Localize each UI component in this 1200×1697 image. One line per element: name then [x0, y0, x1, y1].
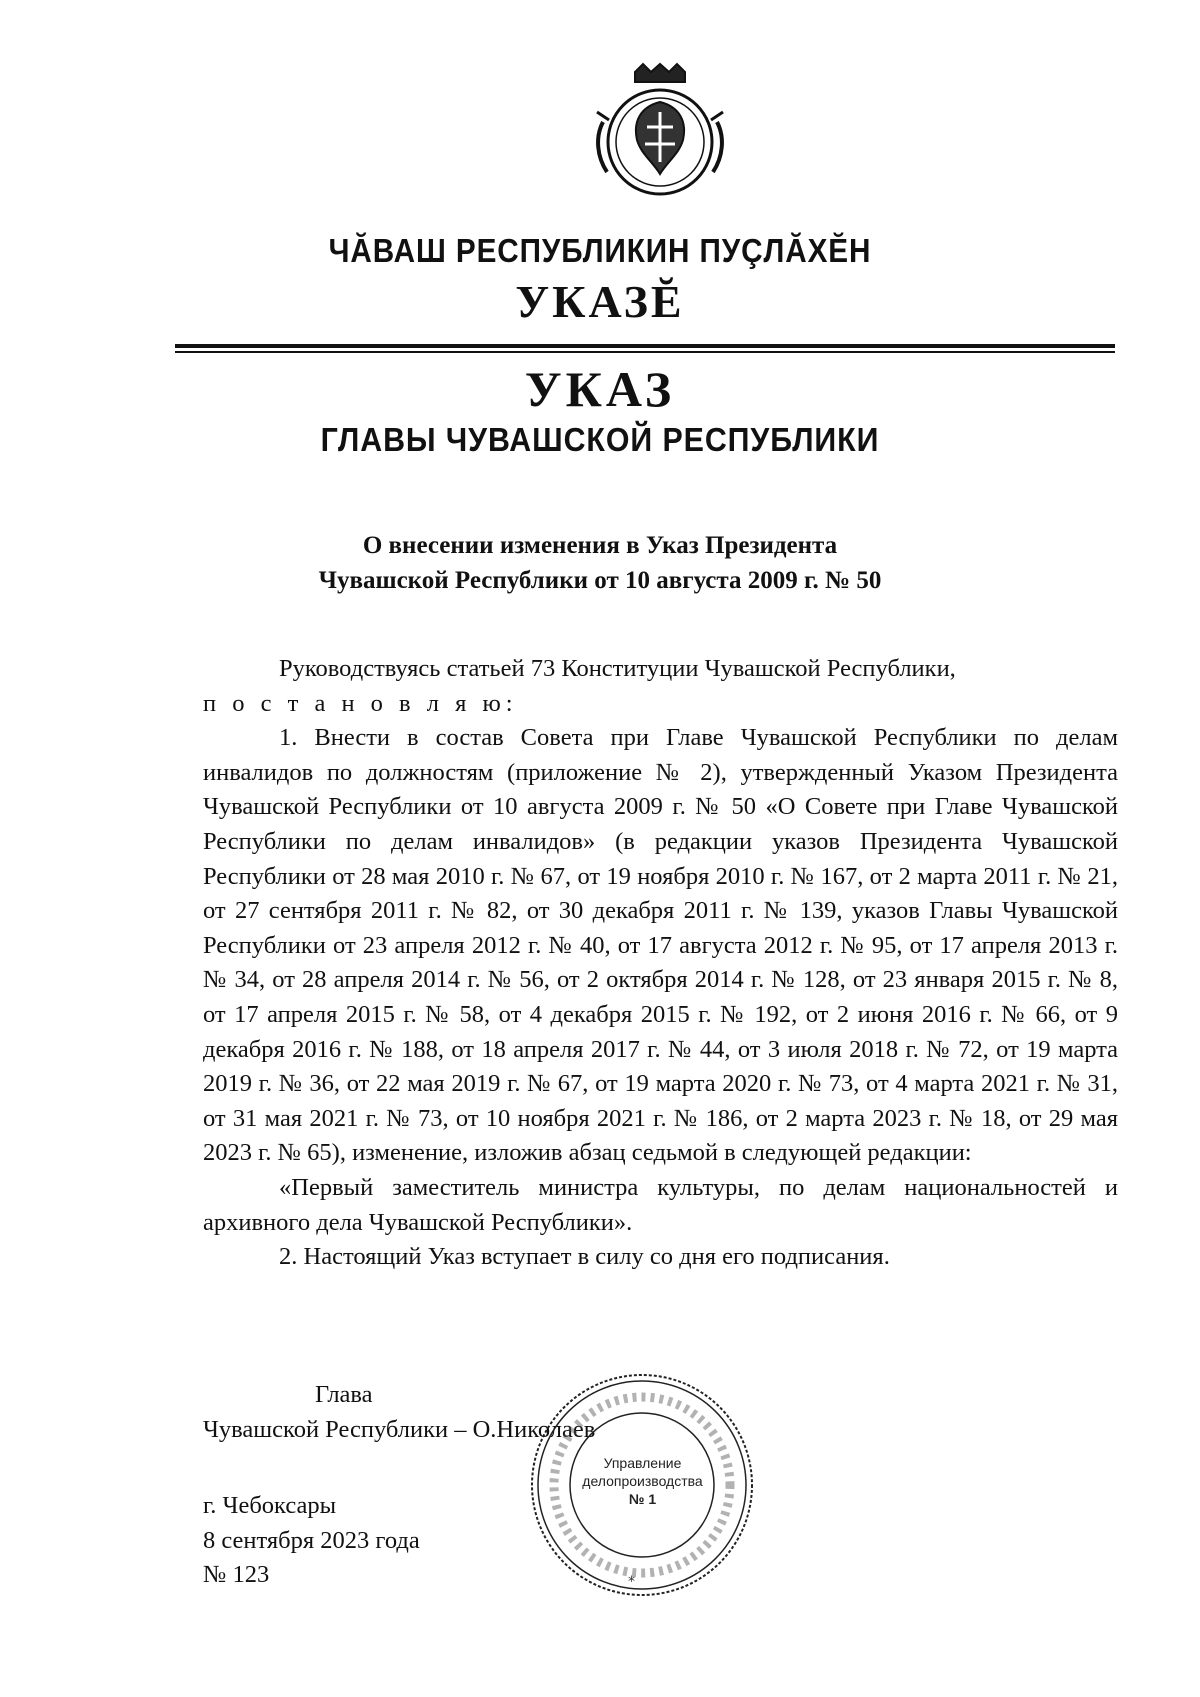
decree-word: п о с т а н о в л я ю:	[203, 689, 518, 717]
stamp-line-1: Управление	[603, 1455, 682, 1471]
stamp-line-3: № 1	[628, 1491, 657, 1507]
place-date-block	[203, 1489, 420, 1593]
document-body	[203, 652, 1118, 1275]
quote-paragraph: «Первый заместитель министра культуры, по делам национальностей и архивного дела Чувашской Республики».	[203, 1173, 1118, 1236]
signature-title: Глава	[315, 1381, 373, 1408]
header-divider-thick	[175, 344, 1115, 348]
header-glavy: ГЛАВЫ ЧУВАШСКОЙ РЕСПУБЛИКИ	[320, 421, 880, 458]
official-stamp	[525, 1368, 760, 1603]
svg-text:*: *	[628, 1574, 635, 1590]
preamble-paragraph: Руководствуясь статьей 73 Конституции Чувашской Республики,	[279, 655, 956, 682]
document-number: № 123	[203, 1561, 270, 1589]
place-city: г. Чебоксары	[203, 1492, 337, 1519]
item-2-paragraph: 2. Настоящий Указ вступает в силу со дня его подписания.	[279, 1243, 890, 1271]
header-divider-thin	[175, 351, 1115, 353]
signature-line: Чувашской Республики – О.Николаев	[203, 1415, 596, 1443]
coat-of-arms-emblem	[585, 62, 735, 212]
header-chuvash-ukaze: УКАЗĔ	[515, 276, 685, 327]
stamp-line-2: делопроизводства	[582, 1473, 703, 1489]
header-chuvash-title: ЧĂВАШ РЕСПУБЛИКИН ПУÇЛĂХĔН	[328, 232, 872, 269]
document-date: 8 сентября 2023 года	[203, 1526, 420, 1554]
document-title-line2: Чувашской Республики от 10 августа 2009 г. № 50	[318, 567, 882, 594]
item-1-paragraph: 1. Внести в состав Совета при Главе Чувашской Республики по делам инвалидов по должностям (приложение № 2), утвержденный Указом Президента Чувашской Республики от 10 августа 2009 г. № 50 «О Совете при Главе Чувашской Республики по делам инвалидов» (в редакции указов Президента Чувашской Республики от 28 мая 2010 г. № 67, от 19 ноября 2010 г. № 167, от 2 марта 2011 г. № 21, от 27 сентября 2011 г. № 82, от 30 декабря 2011 г. № 139, указов Главы Чувашской Республики от 23 апреля 2012 г. № 40, от 17 августа 2012 г. № 95, от 17 апреля 2013 г. № 34, от 28 апреля 2014 г. № 56, от 2 октября 2014 г. № 128, от 23 января 2015 г. № 8, от 17 апреля 2015 г. № 58, от 4 декабря 2015 г. № 192, от 2 июня 2016 г. № 66, от 9 декабря 2016 г. № 188, от 18 апреля 2017 г. № 44, от 3 июля 2018 г. № 72, от 19 марта 2019 г. № 36, от 22 мая 2019 г. № 67, от 19 марта 2020 г. № 73, от 4 марта 2021 г. № 31, от 31 мая 2021 г. № 73, от 10 ноября 2021 г. № 186, от 2 марта 2023 г. № 18, от 29 мая 2023 г. № 65), изменение, изложив абзац седьмой в следующей редакции:	[203, 724, 1118, 1167]
document-title-line1: О внесении изменения в Указ Президента	[362, 532, 838, 559]
header-ukaz: УКАЗ	[524, 361, 676, 417]
